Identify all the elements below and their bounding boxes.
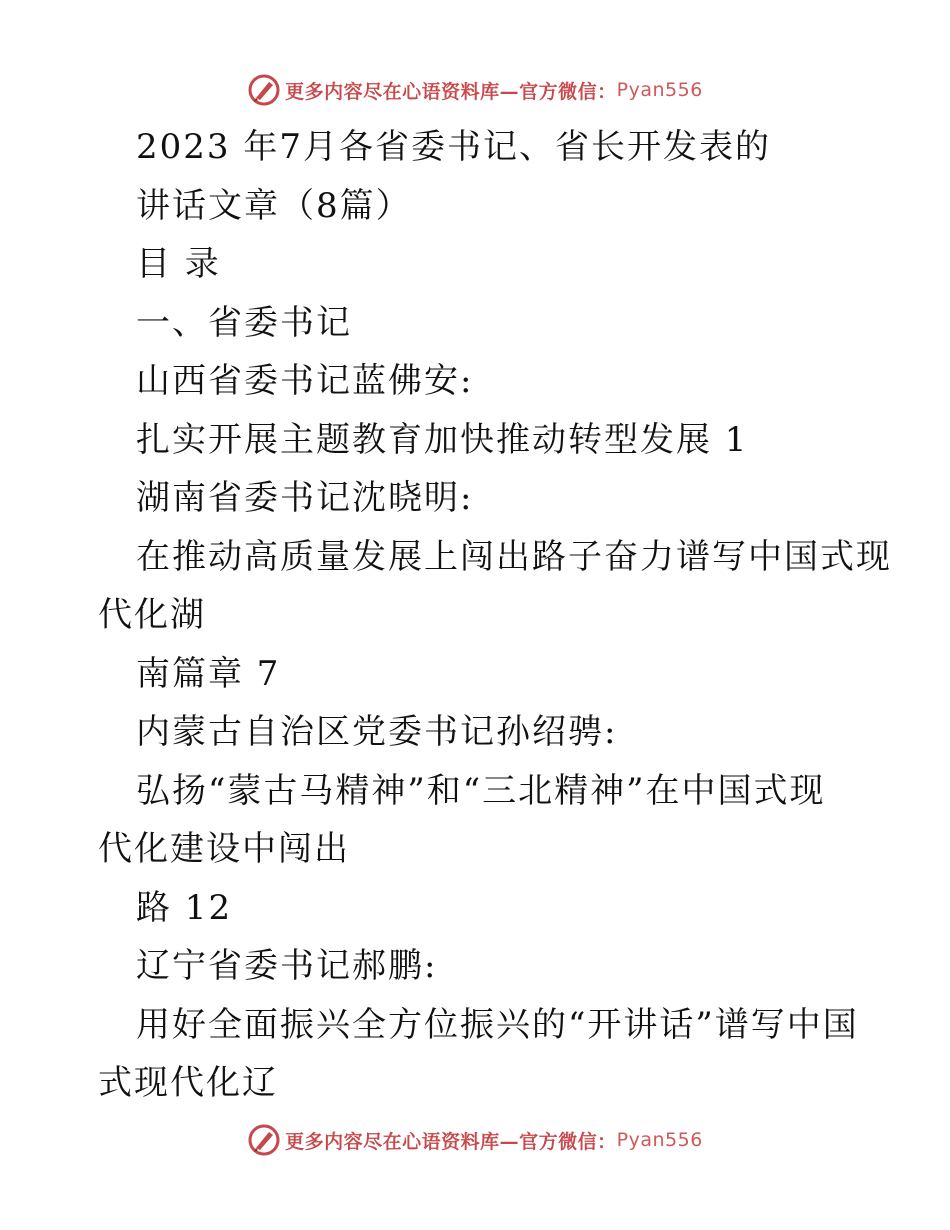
watermark-text: 更多内容尽在心语资料库—官方微信： [285, 1130, 617, 1153]
watermark-wechat-id: Pyan556 [616, 1129, 703, 1151]
header-watermark [0, 68, 950, 112]
toc-entry-continued: 式现代化辽 [98, 1063, 278, 1103]
quill-logo-icon [247, 1123, 281, 1157]
doc-title-line-2: 讲话文章（8篇） [136, 185, 412, 226]
toc-entry: 弘扬“蒙古马精神”和“三北精神”在中国式现 [136, 770, 826, 811]
toc-author: 山西省委书记蓝佛安: [136, 361, 474, 401]
quill-logo-icon [247, 73, 281, 107]
footer-watermark [0, 1118, 950, 1162]
toc-author: 辽宁省委书记郝鹏: [136, 946, 438, 986]
toc-entry-continued: 代化湖 [98, 595, 206, 635]
toc-entry-continued: 南篇章 7 [136, 653, 281, 694]
toc-author: 湖南省委书记沈晓明: [136, 478, 474, 518]
toc-section-heading: 一、省委书记 [136, 302, 352, 343]
toc-entry-continued: 代化建设中闯出 [98, 829, 350, 869]
watermark-text: 更多内容尽在心语资料库—官方微信： [285, 80, 617, 103]
toc-heading: 目 录 [136, 244, 221, 284]
watermark-wechat-id: Pyan556 [616, 79, 703, 101]
toc-entry: 用好全面振兴全方位振兴的“开讲话”谱写中国 [136, 1004, 859, 1045]
toc-entry-continued: 路 12 [136, 887, 233, 928]
doc-title-line-1: 2023 年7月各省委书记、省长开发表的 [136, 127, 771, 167]
toc-entry: 扎实开展主题教育加快推动转型发展 1 [136, 419, 749, 460]
document-body [98, 118, 892, 1113]
toc-author: 内蒙古自治区党委书记孙绍骋: [136, 712, 618, 752]
toc-entry: 在推动高质量发展上闯出路子奋力谱写中国式现 [136, 536, 892, 577]
